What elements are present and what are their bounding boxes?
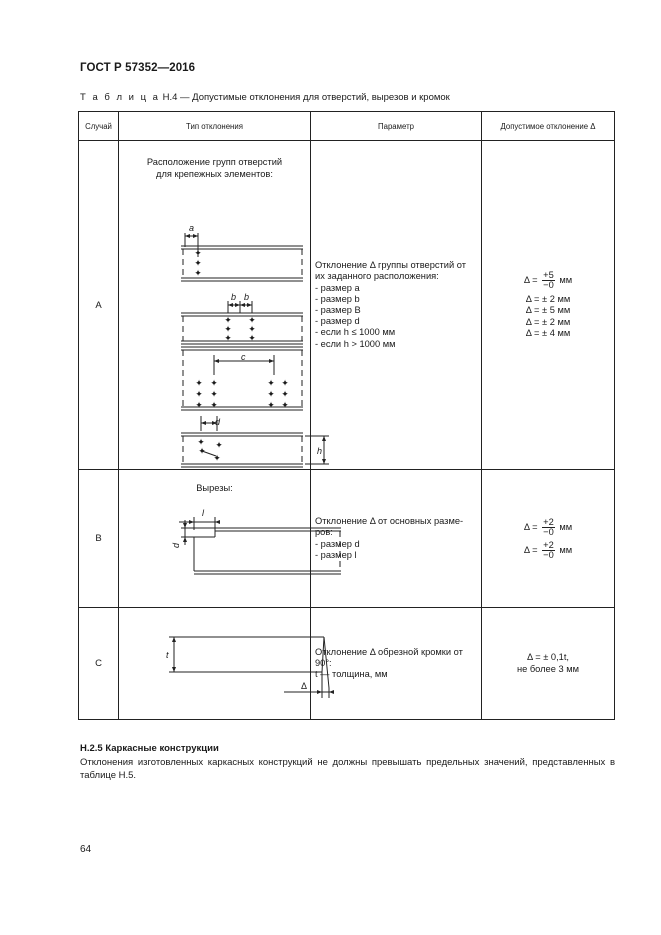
page-number: 64 <box>80 844 92 855</box>
column-header-type: Тип отклонения <box>119 112 311 141</box>
section-paragraph: Отклонения изготовленных каркасных конструкций не должны превышать предельных значений, представленных в таблице Н.5. <box>80 757 615 781</box>
deviation-fraction: Δ = $\frac{+5}{-0}$ мм <box>523 270 573 291</box>
svg-text:✦: ✦ <box>215 440 223 450</box>
svg-text:✦: ✦ <box>281 378 289 388</box>
cutout-diagram <box>119 470 311 608</box>
deviation-line: Δ = ± 2 мм <box>525 294 571 305</box>
svg-text:✦: ✦ <box>267 400 275 410</box>
svg-text:✦: ✦ <box>198 446 206 456</box>
column-header-parameter: Параметр <box>311 112 482 141</box>
standard-header: ГОСТ Р 57352—2016 <box>80 62 196 74</box>
svg-text:✦: ✦ <box>213 453 221 463</box>
svg-text:✦: ✦ <box>195 389 203 399</box>
svg-text:✦: ✦ <box>194 248 202 258</box>
label-b2: b <box>244 292 250 302</box>
figure-title: Расположение групп отверстий для крепежных элементов: <box>146 157 283 179</box>
table-row <box>79 608 615 720</box>
svg-text:✦: ✦ <box>224 315 232 325</box>
deviation-line: Δ = ± 2 мм <box>525 316 571 327</box>
deviation-cell <box>482 470 615 608</box>
deviation-line: Δ = ± 5 мм <box>525 305 571 316</box>
svg-text:✦: ✦ <box>210 389 218 399</box>
svg-text:✦: ✦ <box>210 400 218 410</box>
svg-text:✦: ✦ <box>195 378 203 388</box>
deviation-line: Δ = ± 0,1t, <box>526 652 570 663</box>
deviation-line: не более 3 мм <box>516 663 580 674</box>
svg-text:✦: ✦ <box>194 258 202 268</box>
svg-text:✦: ✦ <box>197 437 205 447</box>
label-a: a <box>189 223 195 233</box>
table-caption-text: Н.4 — Допустимые отклонения для отверстий, вырезов и кромок <box>162 92 450 103</box>
svg-text:✦: ✦ <box>267 389 275 399</box>
deviations-table <box>78 111 615 720</box>
label-c: c <box>241 352 246 362</box>
label-delta: Δ <box>301 681 308 691</box>
figure-title: Вырезы: <box>196 483 233 493</box>
table-row <box>79 470 615 608</box>
parameter-cell: Отклонение Δ от основных разме- ров: - размер d - размер l <box>311 470 482 608</box>
svg-text:✦: ✦ <box>248 315 256 325</box>
deviation-fraction: Δ = $\frac{+2}{-0}$ мм <box>523 539 573 560</box>
hole-groups-diagram <box>119 141 323 470</box>
deviation-cell <box>482 141 615 470</box>
label-t: t <box>166 650 169 660</box>
edge-cut-diagram <box>119 608 311 720</box>
deviation-fraction: Δ = $\frac{+2}{-0}$ мм <box>523 516 573 537</box>
svg-text:✦: ✦ <box>248 333 256 343</box>
label-h: h <box>317 446 323 456</box>
svg-text:✦: ✦ <box>267 378 275 388</box>
case-cell: B <box>79 470 119 608</box>
figure-cell-edge <box>119 608 311 720</box>
case-cell: C <box>79 608 119 720</box>
svg-text:✦: ✦ <box>248 324 256 334</box>
figure-cell-cutouts <box>119 470 311 608</box>
svg-text:✦: ✦ <box>194 268 202 278</box>
svg-text:✦: ✦ <box>210 378 218 388</box>
figure-cell-holes <box>119 141 323 470</box>
label-l: l <box>202 508 204 518</box>
table-header-row <box>79 112 615 141</box>
svg-text:✦: ✦ <box>195 400 203 410</box>
deviation-line: Δ = ± 4 мм <box>525 327 571 338</box>
section-title: Н.2.5 Каркасные конструкции <box>80 743 219 754</box>
parameter-cell: Отклонение Δ обрезной кромки от 90°: t — толщина, мм <box>311 608 482 720</box>
column-header-case: Случай <box>79 112 119 141</box>
svg-text:✦: ✦ <box>224 333 232 343</box>
label-d: d <box>215 417 221 427</box>
case-cell: A <box>79 141 119 470</box>
column-header-deviation: Допустимое отклонение Δ <box>482 112 615 141</box>
svg-text:✦: ✦ <box>281 400 289 410</box>
label-b1: b <box>231 292 237 302</box>
svg-text:✦: ✦ <box>224 324 232 334</box>
table-caption-label: Т а б л и ц а <box>80 92 160 103</box>
svg-text:✦: ✦ <box>281 389 289 399</box>
label-d: d <box>171 542 181 548</box>
table-row <box>79 141 615 470</box>
table-caption <box>80 92 450 103</box>
deviation-cell <box>482 608 615 720</box>
parameter-cell: Отклонение Δ группы отверстий от их заданного расположения: - размер a - размер b - размер B - размер d - если h ≤ 1000 мм - если h > 1000 мм <box>311 141 482 470</box>
